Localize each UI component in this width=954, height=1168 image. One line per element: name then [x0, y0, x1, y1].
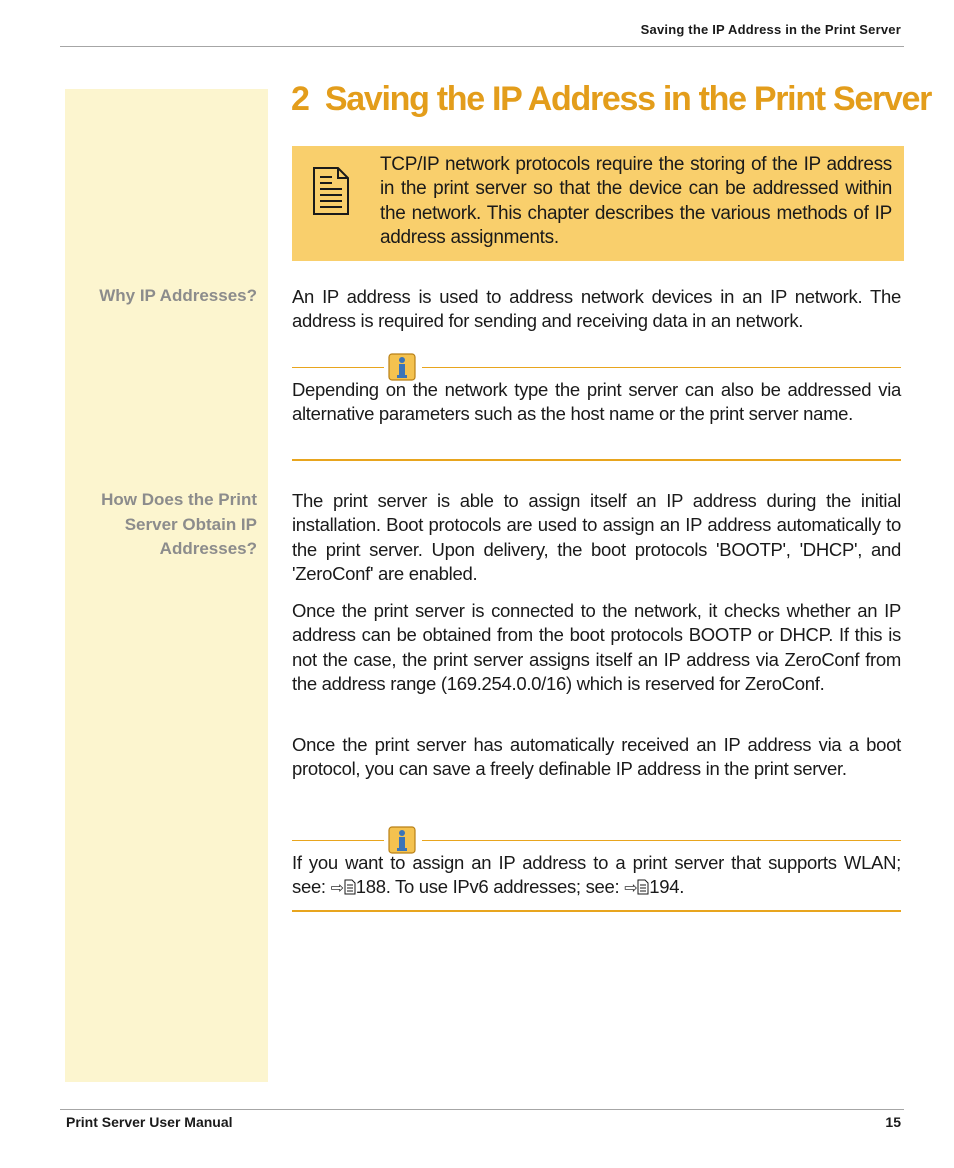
arrow-right-icon: ⇨: [624, 880, 638, 898]
margin-heading-why: Why IP Addresses?: [99, 286, 257, 305]
note-divider-bottom: [292, 910, 901, 912]
how-note-prefix: If you want to assign an IP address to a print server that supports WLAN; see:: [292, 852, 901, 898]
arrow-right-icon: ⇨: [330, 880, 344, 898]
note-divider-left: [292, 367, 384, 368]
cross-reference-page: 188: [355, 876, 386, 898]
footer-manual-title: Print Server User Manual: [66, 1114, 233, 1130]
note-divider-left: [292, 840, 384, 841]
header-divider: [60, 46, 904, 47]
info-icon: [388, 353, 416, 381]
chapter-number: 2: [291, 80, 309, 118]
margin-heading-how: How Does the Print Server Obtain IP Addresses?: [101, 490, 257, 558]
cross-reference-page: 194: [649, 876, 680, 898]
intro-text: TCP/IP network protocols require the storing of the IP address in the print server so that the device can be addressed within the network. This chapter describes the various methods of IP address assignments.: [380, 154, 892, 249]
how-paragraph-2: Once the print server is connected to the network, it checks whether an IP address can be obtained from the boot protocols BOOTP or DHCP. If this is not the case, the print server assigns itself an IP address via ZeroConf from the address range (169.254.0.0/16) which is reserved for ZeroConf.: [292, 600, 901, 695]
how-note-middle: . To use IPv6 addresses; see:: [385, 876, 625, 898]
margin-sidebar: [65, 89, 268, 1082]
note-divider-right: [422, 840, 901, 841]
chapter-intro-box: [292, 146, 904, 261]
page-icon: [344, 879, 356, 895]
note-divider-bottom: [292, 459, 901, 461]
note-divider-right: [422, 367, 901, 368]
how-note-suffix: .: [679, 876, 685, 898]
cross-reference-ipv6[interactable]: [624, 876, 679, 897]
why-paragraph: An IP address is used to address network devices in an IP network. The address is required for sending and receiving data in an network.: [292, 286, 901, 332]
page-icon: [637, 879, 649, 895]
page-number: 15: [885, 1114, 901, 1130]
chapter-title: [291, 80, 931, 119]
running-header: Saving the IP Address in the Print Server: [640, 22, 901, 37]
info-icon: [388, 826, 416, 854]
cross-reference-wlan[interactable]: [331, 876, 386, 897]
how-paragraph-1: The print server is able to assign itself an IP address during the initial installation. Boot protocols are used to assign an IP address automatically to the print server. Upon delivery, the boot protocols 'BOOTP', 'DHCP', and 'ZeroConf' are enabled.: [292, 490, 901, 585]
footer-divider: [60, 1109, 904, 1110]
why-note: Depending on the network type the print server can also be addressed via alternative parameters such as the host name or the print server name.: [292, 379, 901, 425]
chapter-title-text: Saving the IP Address in the Print Server: [324, 80, 932, 118]
how-paragraph-3: Once the print server has automatically received an IP address via a boot protocol, you can save a freely definable IP address in the print server.: [292, 734, 901, 780]
document-icon: [312, 166, 350, 216]
how-note: [292, 851, 901, 902]
